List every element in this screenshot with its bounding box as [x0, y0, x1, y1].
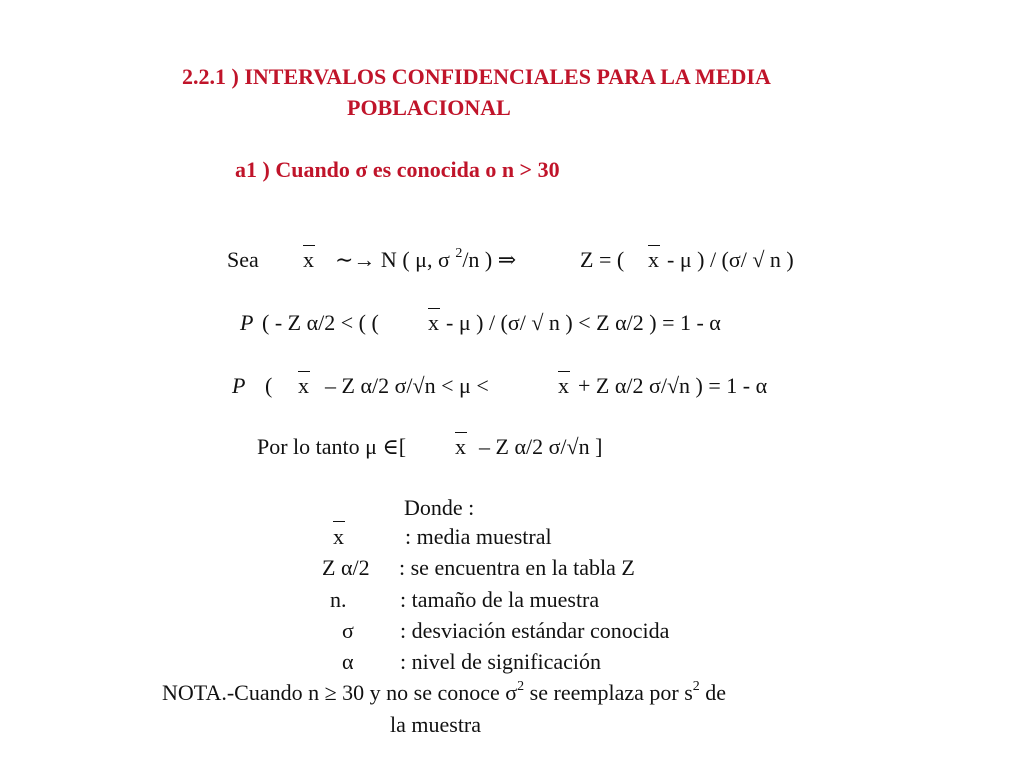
- def-text: : tamaño de la muestra: [400, 587, 600, 612]
- xbar-symbol: x: [303, 247, 314, 272]
- title-line-1: 2.2.1 ) INTERVALOS CONFIDENCIALES PARA LA MEDIA: [182, 64, 771, 89]
- title-line-2: POBLACIONAL: [347, 95, 511, 120]
- conclusion-end: – Z α/2 σ/√n ]: [479, 434, 603, 459]
- z-label: Z = (: [580, 247, 625, 272]
- def-symbol: x: [333, 524, 344, 549]
- xbar-overline: [558, 371, 570, 372]
- subtitle: a1 ) Cuando σ es conocida o n > 30: [235, 157, 560, 182]
- xbar-symbol: x: [428, 310, 439, 335]
- note-line-1: NOTA.-Cuando n ≥ 30 y no se conoce $\sigma^2$ se reemplaza por $s^2$ de: [162, 679, 727, 705]
- xbar-overline: [298, 371, 310, 372]
- def-symbol: Z α/2: [322, 555, 370, 580]
- def-text: : media muestral: [405, 524, 552, 549]
- def-text: : se encuentra en la tabla Z: [399, 555, 635, 580]
- note-line-2: la muestra: [390, 712, 482, 737]
- xbar-symbol: x: [298, 373, 309, 398]
- xbar-overline: [428, 308, 440, 309]
- xbar-overline: [648, 245, 660, 246]
- xbar-overline: [303, 245, 315, 246]
- z-formula: - μ ) / (σ/ √ n ): [667, 247, 794, 272]
- distribution-text: ∼→ N ( μ, σ $^2$/n ) ⇒: [335, 246, 517, 272]
- prob2-paren: (: [265, 373, 273, 398]
- prob1-end: - μ ) / (σ/ √ n ) < Z α/2 ) = 1 - α: [446, 310, 721, 335]
- def-symbol: σ: [342, 618, 354, 643]
- def-symbol: α: [342, 649, 354, 674]
- prob2-mid: – Z α/2 σ/√n < μ <: [325, 373, 489, 398]
- xbar-symbol: x: [648, 247, 659, 272]
- xbar-symbol: x: [455, 434, 466, 459]
- def-symbol: n.: [330, 587, 347, 612]
- def-text: : desviación estándar conocida: [400, 618, 670, 643]
- xbar-symbol: x: [558, 373, 569, 398]
- xbar-overline: [455, 432, 467, 433]
- xbar-overline: [333, 521, 345, 522]
- def-text: : nivel de significación: [400, 649, 601, 674]
- sea-label: Sea: [227, 247, 259, 272]
- definitions-header: Donde :: [404, 495, 475, 520]
- prob-p: P: [240, 310, 254, 335]
- conclusion-lead: Por lo tanto μ ∈[: [257, 434, 407, 459]
- prob2-end: + Z α/2 σ/√n ) = 1 - α: [578, 373, 768, 398]
- prob1-start: ( - Z α/2 < ( (: [262, 310, 379, 335]
- prob-p: P: [232, 373, 246, 398]
